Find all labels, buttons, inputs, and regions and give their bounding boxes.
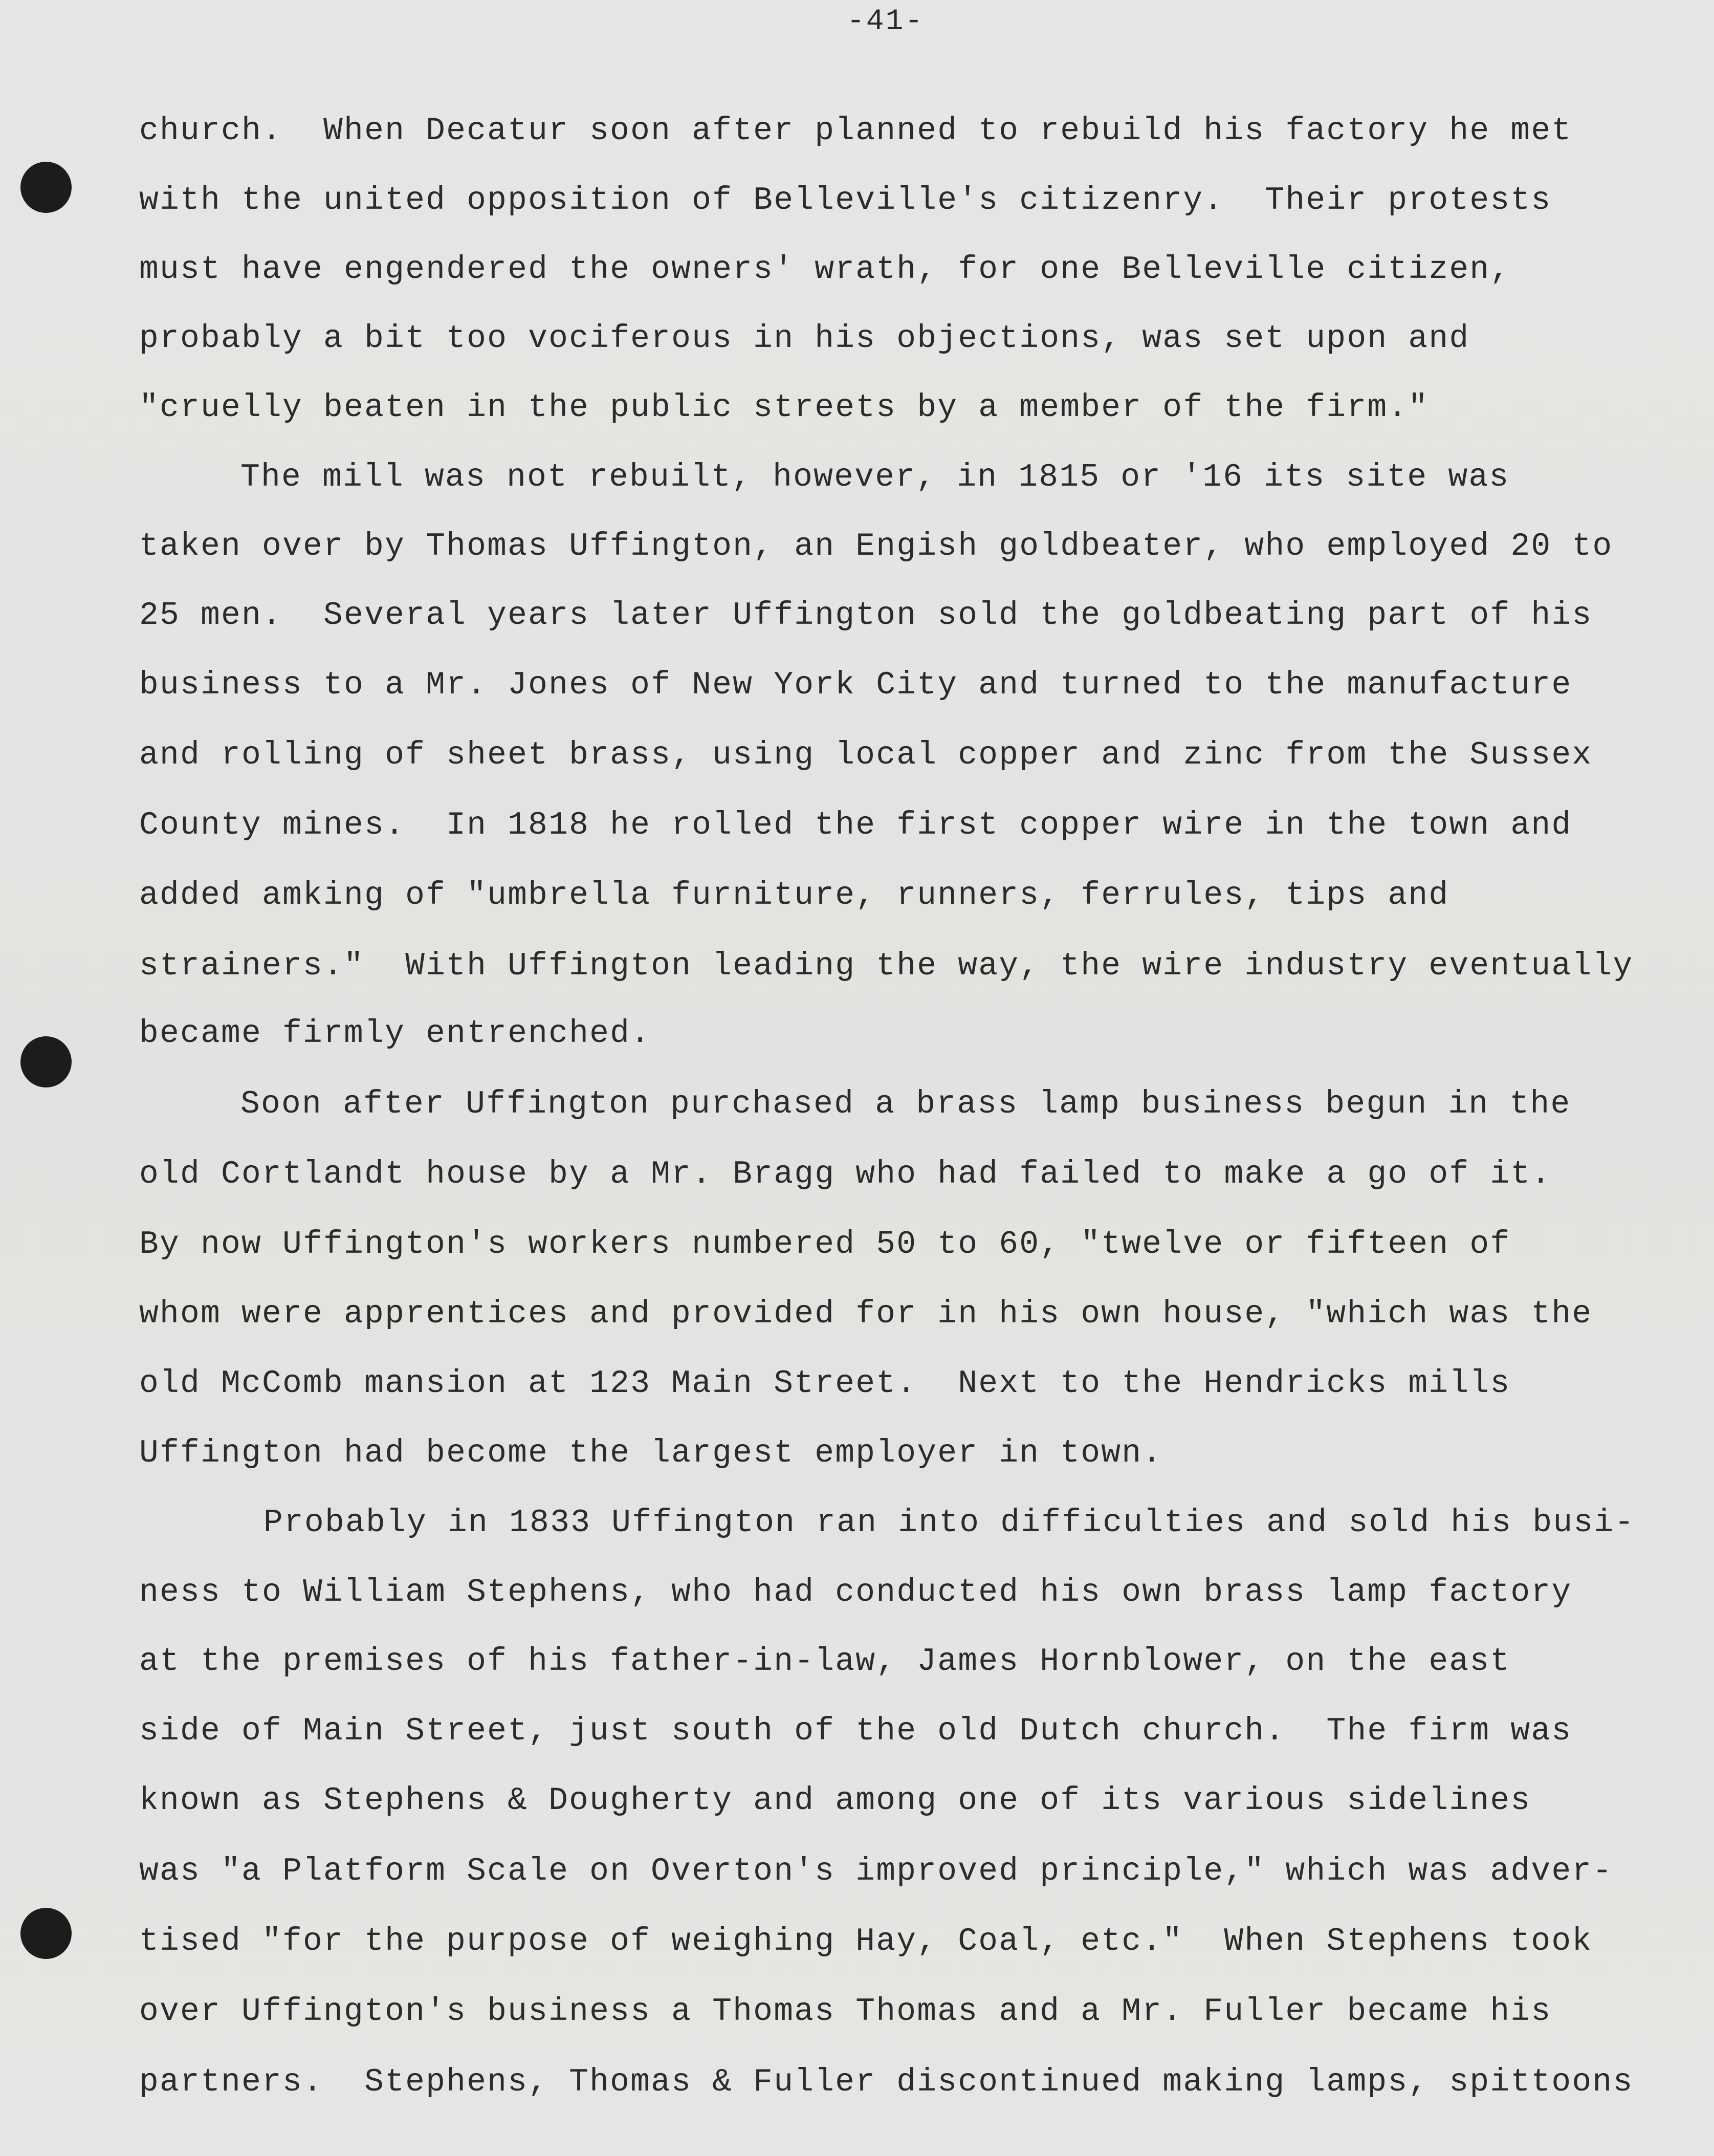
text-line-paragraph-start: Soon after Uffington purchased a brass lamp business begun in the	[240, 1086, 1571, 1122]
text-line: added amking of "umbrella furniture, runners, ferrules, tips and	[139, 877, 1449, 913]
text-line: must have engendered the owners' wrath, for one Belleville citizen,	[139, 251, 1511, 288]
text-line: partners. Stephens, Thomas & Fuller discontinued making lamps, spittoons	[139, 2064, 1634, 2100]
text-line: County mines. In 1818 he rolled the first copper wire in the town and	[139, 807, 1572, 843]
text-line: "cruelly beaten in the public streets by a member of the firm."	[139, 389, 1429, 426]
text-line: at the premises of his father-in-law, James Hornblower, on the east	[139, 1643, 1511, 1680]
text-line: and rolling of sheet brass, using local copper and zinc from the Sussex	[139, 737, 1593, 773]
punch-hole-bottom	[20, 1908, 72, 1959]
text-line: church. When Decatur soon after planned to rebuild his factory he met	[139, 113, 1572, 149]
text-line: over Uffington's business a Thomas Thomas and a Mr. Fuller became his	[139, 1993, 1552, 2030]
text-line: known as Stephens & Dougherty and among one of its various sidelines	[139, 1782, 1531, 1819]
text-line: ness to William Stephens, who had conducted his own brass lamp factory	[139, 1574, 1572, 1610]
text-line: By now Uffington's workers numbered 50 to 60, "twelve or fifteen of	[139, 1226, 1511, 1262]
punch-hole-middle	[20, 1036, 72, 1087]
text-line-paragraph-start: The mill was not rebuilt, however, in 1815 or '16 its site was	[240, 459, 1510, 495]
text-line: strainers." With Uffington leading the way, the wire industry eventually	[139, 948, 1634, 984]
text-line: was "a Platform Scale on Overton's improved principle," which was adver-	[139, 1853, 1613, 1889]
text-line: old McComb mansion at 123 Main Street. Next to the Hendricks mills	[139, 1365, 1511, 1402]
text-line: tised "for the purpose of weighing Hay, Coal, etc." When Stephens took	[139, 1923, 1593, 1959]
text-line: 25 men. Several years later Uffington sold the goldbeating part of his	[139, 597, 1593, 634]
text-line: with the united opposition of Belleville's citizenry. Their protests	[139, 182, 1552, 219]
text-line: taken over by Thomas Uffington, an Engish goldbeater, who employed 20 to	[139, 528, 1613, 564]
punch-hole-top	[20, 162, 72, 213]
page-number: -41-	[847, 5, 925, 38]
text-line: old Cortlandt house by a Mr. Bragg who had failed to make a go of it.	[139, 1156, 1552, 1192]
text-line-paragraph-start: Probably in 1833 Uffington ran into difficulties and sold his busi-	[263, 1505, 1635, 1541]
text-line: whom were apprentices and provided for in his own house, "which was the	[139, 1296, 1593, 1332]
text-line: became firmly entrenched.	[139, 1015, 651, 1052]
text-line: side of Main Street, just south of the old Dutch church. The firm was	[139, 1713, 1572, 1749]
text-line: business to a Mr. Jones of New York City and turned to the manufacture	[139, 667, 1572, 703]
text-line: Uffington had become the largest employer in town.	[139, 1435, 1163, 1471]
text-line: probably a bit too vociferous in his objections, was set upon and	[139, 320, 1470, 357]
